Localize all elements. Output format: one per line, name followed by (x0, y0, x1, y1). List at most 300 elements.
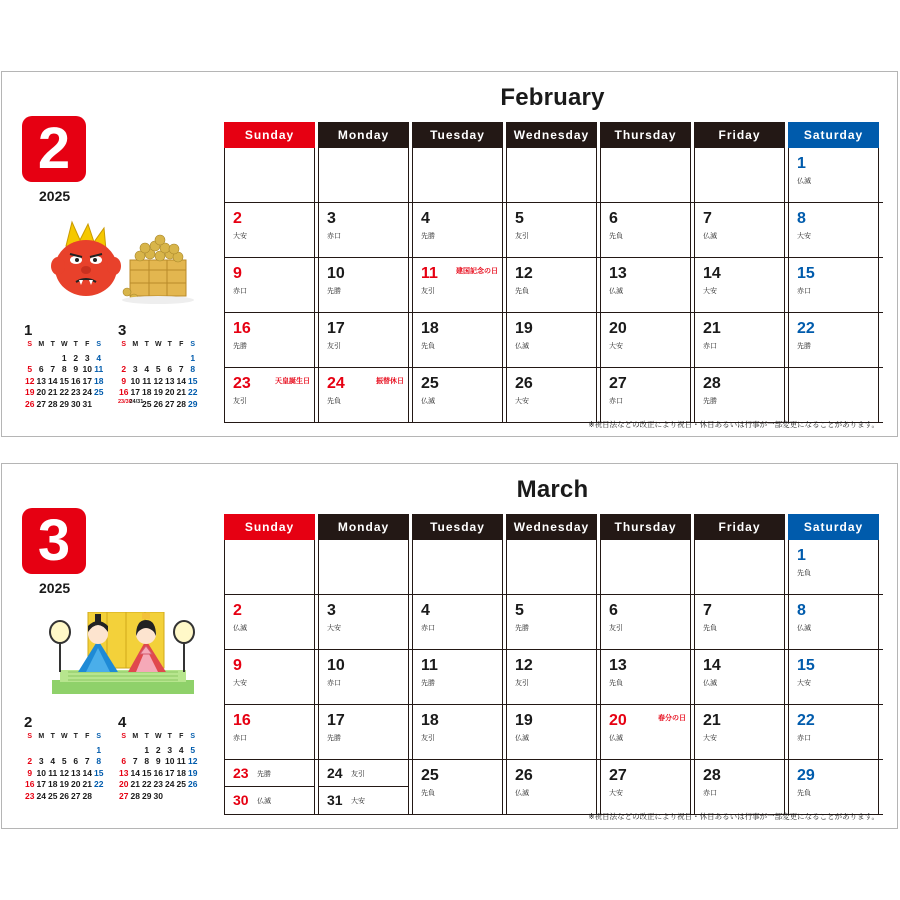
mini-day: 6 (38, 364, 44, 374)
rokuyo-label: 大安 (515, 398, 529, 405)
mini-day: 17 (165, 767, 175, 778)
mini-day (187, 791, 199, 803)
mini-day: 3 (38, 756, 44, 766)
week-row (224, 258, 883, 313)
mini-day (59, 745, 71, 757)
mini-day: 14 (48, 375, 58, 386)
day-number: 12 (515, 265, 533, 282)
mini-day: 7 (84, 756, 90, 766)
mini-day: 25 (48, 790, 58, 801)
day-number: 2 (233, 602, 242, 619)
mini-weekday-row (24, 341, 105, 353)
rokuyo-label: 先負 (421, 343, 435, 350)
week-row (224, 595, 883, 650)
mini-day: 11 (176, 756, 186, 766)
day-number: 9 (233, 265, 242, 282)
mini-day: 22 (59, 387, 69, 397)
day-cell (318, 705, 409, 759)
header-friday: Friday (694, 514, 785, 540)
week-row (224, 760, 883, 815)
rokuyo-label: 赤口 (797, 735, 811, 742)
day-number: 25 (421, 767, 439, 784)
mini-day: 26 (153, 398, 163, 409)
mini-day: 10 (36, 767, 46, 778)
day-cell (694, 705, 785, 759)
mini-day: 17 (82, 375, 92, 386)
rokuyo-label: 赤口 (703, 343, 717, 350)
day-cell (506, 313, 597, 367)
day-number: 7 (703, 210, 712, 227)
mini-day (24, 353, 36, 365)
mini-day: 20 (119, 779, 129, 789)
mini-day: 23 (25, 790, 35, 801)
mini-day: 23 (71, 387, 81, 397)
mini-week-row (118, 387, 199, 399)
mini-day: 15 (188, 375, 198, 386)
rokuyo-label: 先負 (609, 680, 623, 687)
day-number: 22 (797, 320, 815, 337)
rokuyo-label: 赤口 (327, 680, 341, 687)
header-saturday: Saturday (788, 122, 879, 148)
mini-day: 26 (25, 398, 35, 409)
mini-week-row (24, 768, 105, 780)
header-tuesday: Tuesday (412, 514, 503, 540)
mini-week-row (118, 779, 199, 791)
mini-week-row (24, 387, 105, 399)
day-number: 16 (233, 320, 251, 337)
mini-day: 9 (155, 756, 161, 766)
mini-day: 1 (190, 352, 196, 363)
day-cell (788, 258, 879, 312)
day-cell (694, 650, 785, 704)
mini-day: 28 (82, 790, 92, 801)
day-cell (600, 313, 691, 367)
mini-weekday: S (190, 733, 196, 740)
mini-week-row (24, 353, 105, 365)
rokuyo-label: 先負 (515, 288, 529, 295)
mini-day: 18 (176, 767, 186, 778)
empty-day-cell (412, 540, 503, 594)
week-row (224, 313, 883, 368)
year-label: 2025 (39, 580, 71, 596)
rokuyo-label: 赤口 (233, 288, 247, 295)
mini-day: 19 (59, 779, 69, 789)
split-day (319, 787, 408, 813)
mini-weekday: M (132, 733, 139, 740)
empty-day-cell (600, 540, 691, 594)
rokuyo-label: 仏滅 (609, 735, 623, 742)
day-number: 8 (797, 210, 806, 227)
day-number: 17 (327, 712, 345, 729)
day-cell (788, 148, 879, 202)
day-cell (788, 705, 879, 759)
header-monday: Monday (318, 122, 409, 148)
mini-weekday: M (38, 733, 45, 740)
rokuyo-label: 友引 (515, 680, 529, 687)
day-number: 4 (421, 210, 430, 227)
day-number: 5 (515, 602, 524, 619)
rokuyo-label: 赤口 (233, 735, 247, 742)
mini-day: 9 (121, 375, 127, 386)
rokuyo-label: 仏滅 (515, 735, 529, 742)
mini-day: 20 (71, 779, 81, 789)
march-calendar-panel (1, 463, 898, 829)
mini-day: 1 (61, 352, 67, 363)
day-cell (318, 203, 409, 257)
mini-weekday: S (121, 733, 127, 740)
mini-day: 20 (36, 387, 46, 397)
mini-day: 23 (153, 779, 163, 789)
rokuyo-label: 仏滅 (233, 625, 247, 632)
rokuyo-label: 友引 (233, 398, 247, 405)
rokuyo-label: 先負 (797, 790, 811, 797)
day-number: 24 (327, 765, 343, 781)
day-cell (506, 258, 597, 312)
mini-day: 16 (25, 779, 35, 789)
day-number: 1 (797, 547, 806, 564)
rokuyo-label: 仏滅 (515, 790, 529, 797)
rokuyo-label: 先負 (797, 570, 811, 577)
rokuyo-label: 友引 (421, 288, 435, 295)
mini-day: 27 (71, 790, 81, 801)
day-cell (224, 258, 315, 312)
header-monday: Monday (318, 514, 409, 540)
mini-calendar-prev (24, 714, 105, 802)
mini-day (47, 353, 59, 365)
mini-day: 16 (153, 767, 163, 778)
day-number: 9 (233, 657, 242, 674)
day-number: 27 (609, 375, 627, 392)
rokuyo-label: 赤口 (327, 233, 341, 240)
mini-weekday-row (118, 341, 199, 353)
mini-day: 14 (82, 767, 92, 778)
mini-month-number: 4 (118, 714, 127, 731)
rokuyo-label: 先勝 (703, 398, 717, 405)
mini-day: 10 (82, 364, 92, 374)
mini-day: 18 (94, 375, 104, 386)
rokuyo-label: 大安 (233, 680, 247, 687)
day-cell (412, 368, 503, 422)
day-number: 3 (327, 602, 336, 619)
header-sunday: Sunday (224, 514, 315, 540)
day-number: 18 (421, 320, 439, 337)
split-day (225, 787, 314, 813)
day-cell (506, 203, 597, 257)
weekday-header-row (224, 122, 883, 148)
day-number: 20 (609, 320, 627, 337)
mini-week-row (118, 399, 199, 411)
mini-day: 31 (82, 398, 92, 409)
mini-day: 21 (176, 387, 186, 397)
mini-day: 5 (155, 364, 161, 374)
mini-day: 26 (59, 790, 69, 801)
day-number: 7 (703, 602, 712, 619)
day-number: 28 (703, 375, 721, 392)
mini-weekday: T (144, 733, 149, 740)
mini-day: 26 (188, 779, 198, 789)
rokuyo-label: 友引 (609, 625, 623, 632)
mini-day: 8 (96, 756, 102, 766)
day-number: 31 (327, 792, 343, 808)
day-number: 21 (703, 320, 721, 337)
mini-day: 24 (82, 387, 92, 397)
day-number: 15 (797, 657, 815, 674)
day-cell (412, 313, 503, 367)
day-cell (224, 595, 315, 649)
mini-day: 22 (142, 779, 152, 789)
mini-day: 14 (130, 767, 140, 778)
mini-week-row (24, 364, 105, 376)
mini-weekday: T (167, 733, 172, 740)
mini-day: 6 (121, 756, 127, 766)
mini-day: 11 (94, 364, 104, 374)
mini-day: 5 (27, 364, 33, 374)
header-wednesday: Wednesday (506, 122, 597, 148)
mini-weekday: F (179, 341, 184, 348)
rokuyo-label: 大安 (797, 680, 811, 687)
mini-weekday: W (154, 733, 162, 740)
rokuyo-label: 赤口 (609, 398, 623, 405)
rokuyo-label: 友引 (351, 771, 365, 778)
header-sunday: Sunday (224, 122, 315, 148)
day-number: 11 (421, 265, 438, 282)
rokuyo-label: 大安 (797, 233, 811, 240)
mini-weekday-row (24, 733, 105, 745)
day-number: 22 (797, 712, 815, 729)
mini-day: 6 (167, 364, 173, 374)
mini-week-row (118, 768, 199, 780)
header-tuesday: Tuesday (412, 122, 503, 148)
mini-day: 12 (188, 756, 198, 766)
mini-day (130, 745, 142, 757)
mini-month-number: 1 (24, 322, 33, 339)
rokuyo-label: 先勝 (257, 771, 271, 778)
header-friday: Friday (694, 122, 785, 148)
mini-day: 24/31 (129, 398, 144, 405)
mini-weekday: W (60, 733, 68, 740)
mini-day: 25 (176, 779, 186, 789)
mini-day (141, 353, 153, 365)
mini-week-row (24, 756, 105, 768)
mini-day: 1 (144, 744, 150, 755)
day-cell (318, 650, 409, 704)
rokuyo-label: 友引 (327, 343, 341, 350)
mini-week-row (24, 745, 105, 757)
day-cell (600, 760, 691, 814)
mini-day: 7 (50, 364, 56, 374)
rokuyo-label: 仏滅 (797, 178, 811, 185)
day-cell (318, 595, 409, 649)
empty-day-cell (694, 148, 785, 202)
disclaimer-note: ※祝日法などの改正により祝日・休日あるいは行事が一部変更になることがあります。 (588, 812, 879, 821)
mini-week-row (118, 791, 199, 803)
day-cell (412, 760, 503, 814)
mini-weekday: S (190, 341, 196, 348)
mini-day: 15 (142, 767, 152, 778)
mini-day: 27 (165, 398, 175, 409)
day-number: 5 (515, 210, 524, 227)
mini-week-row (24, 399, 105, 411)
mini-weekday: S (96, 733, 102, 740)
day-number: 27 (609, 767, 627, 784)
day-cell (600, 203, 691, 257)
mini-day: 24 (165, 779, 175, 789)
day-number: 3 (327, 210, 336, 227)
day-number: 6 (609, 602, 618, 619)
rokuyo-label: 先勝 (327, 735, 341, 742)
disclaimer-note: ※祝日法などの改正により祝日・休日あるいは行事が一部変更になることがあります。 (588, 420, 879, 429)
mini-weekday: F (85, 733, 90, 740)
day-cell (224, 368, 315, 422)
day-number: 13 (609, 657, 627, 674)
day-cell (694, 258, 785, 312)
rokuyo-label: 先勝 (797, 343, 811, 350)
day-cell (506, 760, 597, 814)
mini-day: 17 (36, 779, 46, 789)
mini-day: 4 (144, 364, 150, 374)
day-number: 10 (327, 265, 345, 282)
mini-day: 3 (167, 744, 173, 755)
mini-day: 9 (73, 364, 79, 374)
mini-day: 2 (27, 756, 33, 766)
mini-day: 12 (59, 767, 69, 778)
mini-day (24, 745, 36, 757)
mini-day (118, 745, 130, 757)
mini-day: 10 (130, 375, 140, 386)
day-number: 26 (515, 767, 533, 784)
week-row (224, 368, 883, 423)
mini-day: 12 (153, 375, 163, 386)
mini-day: 30 (71, 398, 81, 409)
rokuyo-label: 先負 (421, 790, 435, 797)
rokuyo-label: 仏滅 (609, 288, 623, 295)
day-cell (788, 760, 879, 814)
weekday-header-row (224, 514, 883, 540)
day-cell (506, 650, 597, 704)
mini-day: 13 (119, 767, 129, 778)
empty-day-cell (694, 540, 785, 594)
mini-day: 5 (61, 756, 67, 766)
rokuyo-label: 大安 (327, 625, 341, 632)
mini-day: 8 (61, 364, 67, 374)
mini-day: 30 (153, 790, 163, 801)
mini-day: 19 (188, 767, 198, 778)
mini-weekday: F (85, 341, 90, 348)
oni-demon-and-beans-icon (48, 220, 198, 310)
day-cell (600, 258, 691, 312)
rokuyo-label: 先負 (703, 625, 717, 632)
mini-calendar-next (118, 714, 199, 802)
day-cell (224, 760, 315, 814)
day-cell (600, 368, 691, 422)
day-number: 10 (327, 657, 345, 674)
mini-day: 23/30 (118, 398, 132, 405)
holiday-label: 建国記念の日 (456, 268, 498, 275)
rokuyo-label: 大安 (703, 288, 717, 295)
empty-day-cell (600, 148, 691, 202)
day-number: 23 (233, 375, 251, 392)
day-cell (506, 705, 597, 759)
day-number: 19 (515, 320, 533, 337)
rokuyo-label: 仏滅 (703, 680, 717, 687)
mini-day: 19 (153, 387, 163, 397)
mini-day: 20 (165, 387, 175, 397)
mini-day: 13 (36, 375, 46, 386)
day-cell (788, 313, 879, 367)
day-number: 6 (609, 210, 618, 227)
mini-week-row (118, 756, 199, 768)
rokuyo-label: 大安 (233, 233, 247, 240)
day-cell (412, 258, 503, 312)
mini-day: 15 (94, 767, 104, 778)
day-number: 1 (797, 155, 806, 172)
rokuyo-label: 赤口 (703, 790, 717, 797)
day-number: 8 (797, 602, 806, 619)
mini-weekday: T (50, 341, 55, 348)
mini-weekday: S (27, 733, 33, 740)
day-cell (694, 595, 785, 649)
day-number: 25 (421, 375, 439, 392)
header-thursday: Thursday (600, 514, 691, 540)
mini-day: 29 (59, 398, 69, 409)
day-number: 14 (703, 657, 721, 674)
empty-day-cell (412, 148, 503, 202)
mini-week-row (118, 353, 199, 365)
holiday-label: 振替休日 (376, 378, 404, 385)
mini-day: 4 (96, 352, 102, 363)
day-cell (694, 368, 785, 422)
mini-weekday: T (144, 341, 149, 348)
month-number-badge: 2 (22, 116, 86, 182)
mini-calendar-prev (24, 322, 105, 410)
mini-day: 14 (176, 375, 186, 386)
mini-weekday: W (60, 341, 68, 348)
mini-day: 28 (130, 790, 140, 801)
day-number: 2 (233, 210, 242, 227)
mini-week-row (24, 779, 105, 791)
header-saturday: Saturday (788, 514, 879, 540)
rokuyo-label: 仏滅 (257, 798, 271, 805)
day-cell (600, 650, 691, 704)
mini-day: 15 (59, 375, 69, 386)
mini-day: 25 (142, 398, 152, 409)
mini-weekday: M (38, 341, 45, 348)
mini-week-row (118, 364, 199, 376)
day-number: 18 (421, 712, 439, 729)
header-thursday: Thursday (600, 122, 691, 148)
mini-day (93, 399, 105, 411)
mini-day: 21 (48, 387, 58, 397)
split-day (319, 760, 408, 787)
month-title: March (516, 476, 589, 503)
mini-day: 25 (94, 387, 104, 397)
day-cell (224, 705, 315, 759)
day-cell (788, 203, 879, 257)
split-day (225, 760, 314, 787)
mini-weekday: M (132, 341, 139, 348)
day-number: 30 (233, 792, 249, 808)
mini-day: 18 (142, 387, 152, 397)
mini-day: 27 (36, 398, 46, 409)
rokuyo-label: 大安 (609, 343, 623, 350)
day-number: 20 (609, 712, 627, 729)
mini-weekday: T (73, 341, 78, 348)
day-number: 21 (703, 712, 721, 729)
day-number: 17 (327, 320, 345, 337)
week-row (224, 705, 883, 760)
day-cell (788, 540, 879, 594)
mini-day: 9 (27, 767, 33, 778)
